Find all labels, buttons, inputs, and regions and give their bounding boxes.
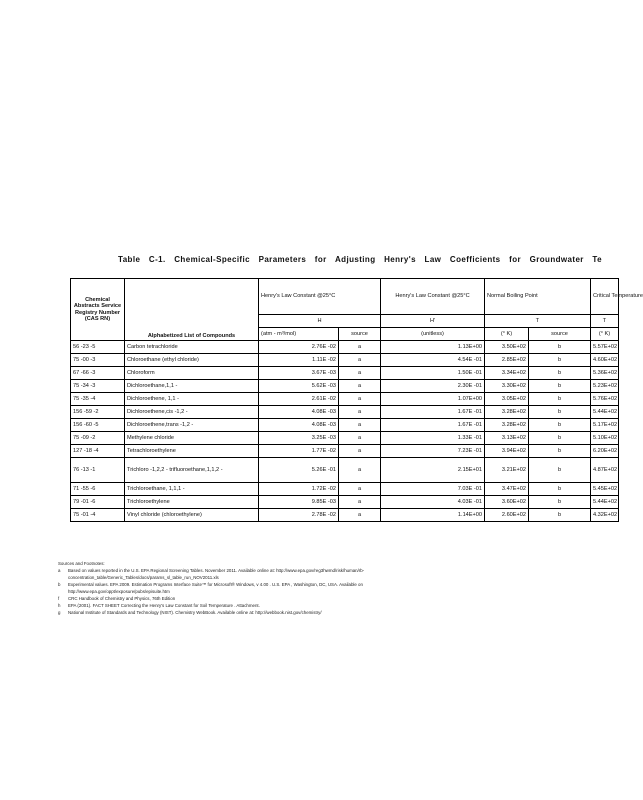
cell-henry-prime: 2.15E+01 [381,458,485,483]
footnote-b-continued: http://www.epa.gov/oppt/exposure/pubs/episuite.htm [68,589,170,595]
header-henry: Henry's Law Constant @25°C [259,279,381,315]
footnote-b-text: Experimental values. EPA 2009. Estimation Programs Interface Suite™ for Microsoft® Windows, v 4.00 . U.S. EPA , Washington, DC, USA. Available on [68,582,363,588]
cell-henry-prime: 4.54E -01 [381,354,485,367]
cell-boiling-point: 3.28E+02 [485,406,529,419]
footnote-a [58,567,618,574]
header-henry-units: (atm - m³/mol) [259,328,339,341]
cell-henry-source: a [339,406,381,419]
cell-compound: Chloroform [125,367,259,380]
cell-critical-temperature: 4.60E+02 [591,354,619,367]
cell-critical-temperature: 6.20E+02 [591,445,619,458]
header-boiling-source: source [529,328,591,341]
cell-henry: 4.08E -03 [259,406,339,419]
footnote-h-text: EPA (2001). FACT SHEET Correcting the Henry's Law Constant for Soil Temperature . Attachment. [68,603,260,609]
cell-compound: Dichloroethene,trans -1,2 - [125,419,259,432]
cell-critical-temperature: 5.10E+02 [591,432,619,445]
cell-henry-source: a [339,483,381,496]
cell-henry-source: a [339,380,381,393]
cell-compound: Carbon tetrachloride [125,341,259,354]
header-boiling-units: (° K) [485,328,529,341]
cell-boiling-source: b [529,483,591,496]
cell-cas: 156 -60 -5 [71,419,125,432]
footnote-g-text: National Institute of Standards and Technology (NIST). Chemistry WebBook. Available online at: http://webbook.nist.gov/chemistry/ [68,610,322,616]
cell-critical-temperature: 5.23E+02 [591,380,619,393]
cell-critical-temperature: 4.32E+02 [591,509,619,522]
cell-henry-prime: 4.03E -01 [381,496,485,509]
cell-henry: 1.72E -02 [259,483,339,496]
cell-boiling-point: 2.60E+02 [485,509,529,522]
header-boiling-symbol: T [485,315,591,328]
cell-compound: Chloroethane (ethyl chloride) [125,354,259,367]
cell-henry-source: a [339,509,381,522]
footnote-g [58,609,618,616]
cell-boiling-source: b [529,367,591,380]
cell-boiling-source: b [529,509,591,522]
cell-cas: 76 -13 -1 [71,458,125,483]
table-row [71,367,619,380]
cell-cas: 75 -35 -4 [71,393,125,406]
cell-henry-prime: 1.50E -01 [381,367,485,380]
cell-henry-prime: 1.13E+00 [381,341,485,354]
cell-henry: 2.61E -02 [259,393,339,406]
parameters-table [70,278,643,522]
cell-henry: 2.76E -02 [259,341,339,354]
footnote-f [58,595,618,602]
cell-henry: 2.78E -02 [259,509,339,522]
footnote-heading: Sources and Footnotes: [58,561,105,566]
cell-compound: Methylene chloride [125,432,259,445]
header-henry-symbol: H [259,315,381,328]
footnotes [58,560,618,616]
cell-boiling-point: 3.30E+02 [485,380,529,393]
cell-henry-source: a [339,496,381,509]
cell-cas: 67 -66 -3 [71,367,125,380]
cell-boiling-source: b [529,354,591,367]
cell-henry-prime: 7.03E -01 [381,483,485,496]
cell-compound: Trichloro -1,2,2 - trifluoroethane,1,1,2 - [125,458,259,483]
cell-henry-prime: 1.07E+00 [381,393,485,406]
cell-critical-temperature: 5.36E+02 [591,367,619,380]
table-row [71,458,619,483]
cell-cas: 79 -01 -6 [71,496,125,509]
cell-critical-temperature: 5.45E+02 [591,483,619,496]
table-row [71,380,619,393]
footnote-g-label: g [58,610,61,616]
cell-henry-prime: 1.67E -01 [381,406,485,419]
header-henry-source: source [339,328,381,341]
cell-compound: Vinyl chloride (chloroethylene) [125,509,259,522]
cell-boiling-point: 3.47E+02 [485,483,529,496]
footnote-a-text: Based on values reported in the U.S. EPA Regional Screening Tables. November 2011. Available online at: http://www.epa.gov/reg3hwmd/risk/human/rb- [68,568,365,574]
cell-henry-source: a [339,445,381,458]
cell-compound: Trichloroethane, 1,1,1 - [125,483,259,496]
header-critical-temperature: Critical Temperature [591,279,619,315]
header-cas: Chemical Abstracts Service Registry Number (CAS RN) [71,279,125,341]
cell-critical-temperature: 5.44E+02 [591,406,619,419]
cell-boiling-source: b [529,458,591,483]
table-title: Table C-1. Chemical-Specific Parameters for Adjusting Henry's Law Coefficients for Groundwater Te [118,255,602,264]
cell-cas: 75 -01 -4 [71,509,125,522]
cell-boiling-source: b [529,445,591,458]
cell-boiling-source: b [529,406,591,419]
cell-boiling-source: b [529,419,591,432]
header-compound: Alphabetized List of Compounds [125,279,259,341]
cell-henry: 1.77E -02 [259,445,339,458]
cell-cas: 156 -59 -2 [71,406,125,419]
cell-henry-prime: 1.14E+00 [381,509,485,522]
cell-boiling-point: 3.28E+02 [485,419,529,432]
cell-boiling-point: 2.85E+02 [485,354,529,367]
cell-henry: 5.62E -03 [259,380,339,393]
footnote-a-continued: concentration_table/Generic_Tables/docs/params_sl_table_run_NOV2011.xls [68,575,219,581]
cell-boiling-point: 3.05E+02 [485,393,529,406]
header-critical-units: (° K) [591,328,619,341]
cell-boiling-point: 3.60E+02 [485,496,529,509]
cell-cas: 71 -55 -6 [71,483,125,496]
cell-compound: Trichloroethylene [125,496,259,509]
table-row [71,509,619,522]
cell-henry-source: a [339,354,381,367]
header-boiling-point: Normal Boiling Point [485,279,591,315]
cell-boiling-source: b [529,341,591,354]
table-row [71,341,619,354]
cell-henry-source: a [339,432,381,445]
footnote-h-label: h [58,603,61,609]
table-row [71,354,619,367]
cell-boiling-source: b [529,380,591,393]
cell-boiling-point: 3.13E+02 [485,432,529,445]
cell-henry: 3.25E -03 [259,432,339,445]
header-unitless: (unitless) [381,328,485,341]
cell-compound: Dichloroethane,1,1 - [125,380,259,393]
cell-henry: 9.85E -03 [259,496,339,509]
cell-henry-source: a [339,393,381,406]
table-row [71,393,619,406]
cell-boiling-point: 3.21E+02 [485,458,529,483]
cell-cas: 75 -00 -3 [71,354,125,367]
cell-boiling-source: b [529,496,591,509]
cell-henry-source: a [339,419,381,432]
footnote-b [58,581,618,588]
cell-critical-temperature: 4.87E+02 [591,458,619,483]
cell-henry: 1.11E -02 [259,354,339,367]
cell-henry-prime: 7.23E -01 [381,445,485,458]
cell-critical-temperature: 5.76E+02 [591,393,619,406]
table-row [71,496,619,509]
cell-boiling-point: 3.50E+02 [485,341,529,354]
footnote-b-label: b [58,582,61,588]
cell-cas: 127 -18 -4 [71,445,125,458]
cell-henry: 5.26E -01 [259,458,339,483]
table-row [71,432,619,445]
table-row [71,406,619,419]
cell-henry-prime: 2.30E -01 [381,380,485,393]
cell-critical-temperature: 5.17E+02 [591,419,619,432]
cell-boiling-point: 3.34E+02 [485,367,529,380]
cell-henry: 3.67E -03 [259,367,339,380]
footnote-h [58,602,618,609]
cell-compound: Dichloroethene,cis -1,2 - [125,406,259,419]
cell-boiling-source: b [529,393,591,406]
cell-critical-temperature: 5.44E+02 [591,496,619,509]
cell-henry-source: a [339,367,381,380]
footnote-f-label: f [58,596,60,602]
cell-henry-source: a [339,341,381,354]
header-critical-symbol: T [591,315,619,328]
cell-cas: 75 -34 -3 [71,380,125,393]
cell-henry-prime: 1.33E -01 [381,432,485,445]
cell-boiling-source: b [529,432,591,445]
cell-critical-temperature: 5.57E+02 [591,341,619,354]
cell-compound: Tetrachloroethylene [125,445,259,458]
cell-cas: 75 -09 -2 [71,432,125,445]
header-henry-prime: Henry's Law Constant @25°C [381,279,485,315]
cell-boiling-point: 3.94E+02 [485,445,529,458]
cell-henry-source: a [339,458,381,483]
cell-henry-prime: 1.67E -01 [381,419,485,432]
table-row [71,483,619,496]
table-row [71,419,619,432]
cell-cas: 56 -23 -5 [71,341,125,354]
header-henry-prime-symbol: H' [381,315,485,328]
table-row [71,445,619,458]
footnote-a-label: a [58,568,61,574]
cell-henry: 4.08E -03 [259,419,339,432]
footnote-f-text: CRC Handbook of Chemistry and Physics, 76th Edition [68,596,176,602]
cell-compound: Dichloroethene, 1,1 - [125,393,259,406]
